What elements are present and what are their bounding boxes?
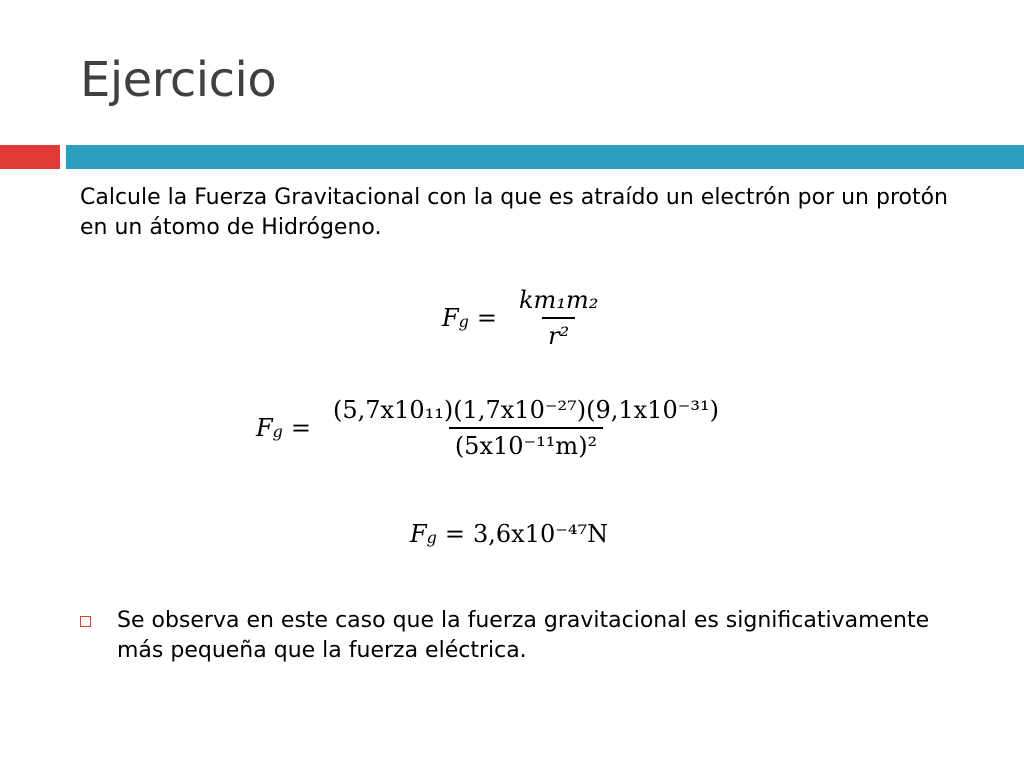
- slide-title: Ejercicio: [80, 52, 277, 108]
- equation-lhs: F $_g$: [256, 414, 283, 442]
- fraction-denominator: (5x10⁻¹¹m)²: [449, 427, 603, 460]
- hollow-square-bullet-icon: [80, 616, 91, 627]
- equals-sign: =: [444, 520, 466, 548]
- equation-substituted-values: [256, 396, 725, 460]
- title-accent-bar-red: [0, 145, 60, 169]
- bullet-text: Se observa en este caso que la fuerza gravitacional es significativamente más pequeña que la fuerza eléctrica.: [117, 608, 930, 663]
- fraction-numerator: km₁m₂: [519, 286, 599, 314]
- equation-result-value: 3,6x10⁻⁴⁷N: [473, 520, 609, 548]
- equation-general-formula: [442, 286, 604, 350]
- fraction-denominator: r²: [542, 317, 575, 350]
- fraction: [327, 396, 725, 460]
- equation-lhs: F $_g$: [410, 520, 437, 548]
- equals-sign: =: [290, 414, 312, 442]
- fraction: [513, 286, 604, 350]
- equation-result: [410, 520, 608, 548]
- problem-statement: Calcule la Fuerza Gravitacional con la que es atraído un electrón por un protón en un átomo de Hidrógeno.: [80, 185, 949, 240]
- bullet-item: [80, 606, 960, 666]
- equals-sign: =: [476, 304, 498, 332]
- equation-lhs: F $_g$: [442, 304, 469, 332]
- title-accent-bar-blue: [66, 145, 1024, 169]
- fraction-numerator: (5,7x10₁₁)(1,7x10⁻²⁷)(9,1x10⁻³¹): [333, 396, 719, 424]
